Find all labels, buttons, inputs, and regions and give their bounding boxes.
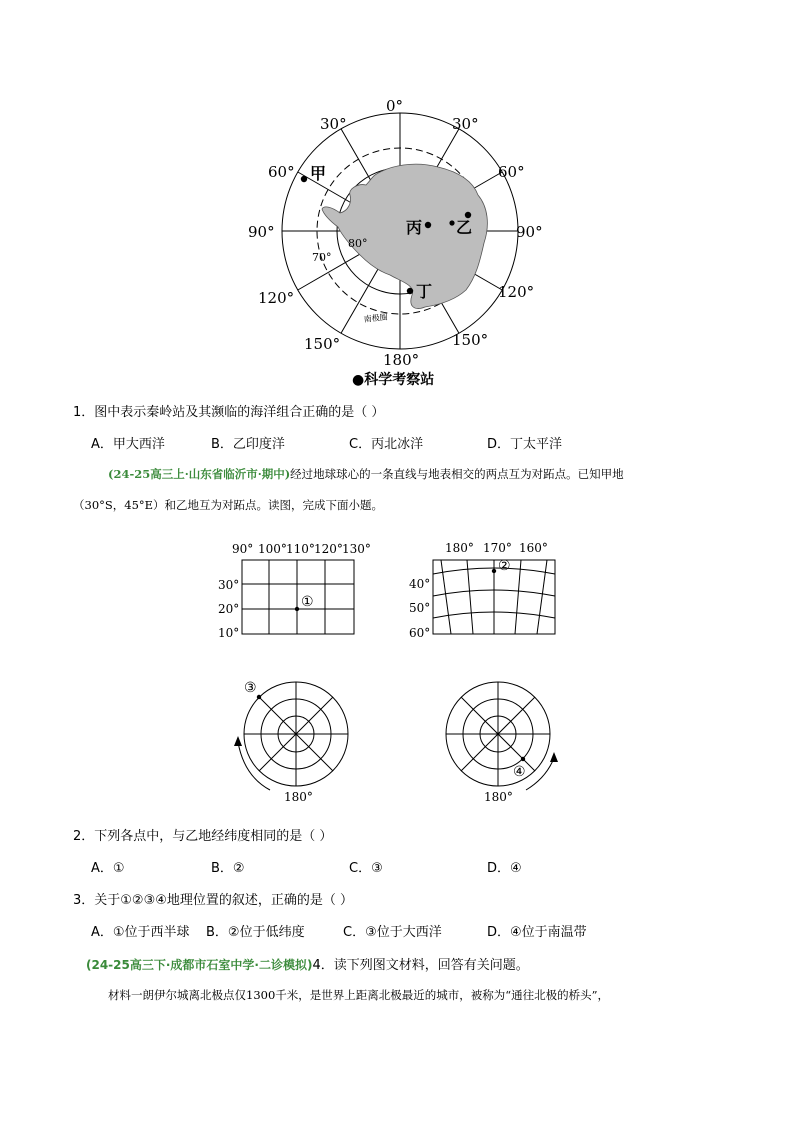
station-bing-label: 丙 — [406, 218, 423, 237]
polar-grid-3 — [226, 672, 366, 806]
intro-line-1 — [108, 466, 624, 482]
lon-label-120e: 120° — [498, 283, 535, 301]
polar4-rotation-arrow — [526, 758, 554, 790]
q1-option-c[interactable]: C．丙北冰洋 — [349, 437, 424, 452]
lon-label-60e: 60° — [498, 163, 525, 181]
grid1-point-dot — [295, 607, 299, 611]
q4-source: (24-25高三下·成都市石室中学·二诊模拟) — [86, 958, 313, 972]
station-jia-label: 甲 — [310, 164, 327, 183]
grid2-left-40: 40° — [409, 577, 431, 591]
question-2-stem: 2．下列各点中，与乙地经纬度相同的是（ ） — [73, 829, 333, 844]
station-ding-dot — [407, 288, 413, 294]
question-4-header — [86, 954, 529, 973]
station-yi-dot-2 — [449, 220, 454, 225]
polar3-point-label: ③ — [244, 680, 257, 696]
antarctica-polar-map — [240, 95, 560, 367]
lon-label-30w: 30° — [320, 115, 347, 133]
polar3-point-dot — [257, 695, 261, 699]
intro-line-2: （30°S，45°E）和乙地互为对跖点。读图，完成下面小题。 — [73, 498, 384, 512]
intro-text-1: 经过地球球心的一条直线与地表相交的两点互为对跖点。已知甲地 — [290, 467, 624, 481]
q1-option-a[interactable]: A．甲大西洋 — [91, 437, 165, 452]
grid2-top-180: 180° — [445, 541, 474, 555]
grid1-left-30: 30° — [218, 578, 240, 592]
grid2-left-60: 60° — [409, 626, 431, 640]
polar4-point-label: ④ — [513, 764, 526, 780]
meridian-line — [298, 249, 369, 290]
grid2-top-160: 160° — [519, 541, 548, 555]
q1-option-d[interactable]: D．丁太平洋 — [487, 437, 563, 452]
lon-label-60w: 60° — [268, 163, 295, 181]
q3-option-d[interactable]: D．④位于南温带 — [487, 925, 587, 940]
grid-map-1 — [214, 538, 380, 640]
lon-label-150w: 150° — [304, 335, 341, 353]
grid2-left-50: 50° — [409, 601, 431, 615]
q2-option-c[interactable]: C．③ — [349, 861, 383, 876]
intro-source: (24-25高三上·山东省临沂市·期中) — [108, 467, 291, 481]
question-1-stem: 1．图中表示秦岭站及其濒临的海洋组合正确的是（ ） — [73, 405, 385, 420]
lon-label-150e: 150° — [452, 331, 489, 349]
lon-label-90w: 90° — [248, 223, 275, 241]
station-yi-label: 乙 — [456, 218, 473, 237]
lon-label-0: 0° — [386, 97, 404, 115]
q2-option-b[interactable]: B．② — [211, 861, 245, 876]
grid1-top-100: 100° — [258, 542, 287, 556]
grid2-top-170: 170° — [483, 541, 512, 555]
figure1-caption: ●科学考察站 — [352, 372, 435, 388]
q1-option-b[interactable]: B．乙印度洋 — [211, 437, 285, 452]
grid1-top-120: 120° — [314, 542, 343, 556]
lon-label-120w: 120° — [258, 289, 295, 307]
grid1-left-20: 20° — [218, 602, 240, 616]
q3-option-a[interactable]: A．①位于西半球 — [91, 925, 190, 940]
grid1-top-130: 130° — [342, 542, 371, 556]
station-jia-dot — [301, 176, 307, 182]
q3-option-c[interactable]: C．③位于大西洋 — [343, 925, 442, 940]
q2-option-a[interactable]: A．① — [91, 861, 125, 876]
grid2-point-dot — [492, 569, 496, 573]
lon-label-180: 180° — [383, 351, 420, 367]
lat-label-70: 70° — [312, 251, 332, 264]
grid1-left-10: 10° — [218, 626, 240, 640]
lon-label-30e: 30° — [452, 115, 479, 133]
grid2-point-label: ② — [498, 558, 511, 574]
q4-stem: 4．读下列图文材料，回答有关问题。 — [312, 958, 529, 973]
polar-grid-4 — [428, 672, 568, 806]
polar3-rotation-arrow — [238, 742, 270, 790]
polar3-bottom-label: 180° — [284, 790, 313, 804]
station-ding-label: 丁 — [416, 282, 433, 301]
grid1-top-110: 110° — [286, 542, 315, 556]
lat-label-80: 80° — [348, 237, 368, 250]
antarctic-circle-label: 南极圈 — [363, 312, 389, 324]
q4-material-line: 材料一朗伊尔城离北极点仅1300千米，是世界上距离北极最近的城市，被称为“通往北极的桥头”， — [108, 988, 610, 1002]
station-bing-dot — [425, 222, 431, 228]
polar4-bottom-label: 180° — [484, 790, 513, 804]
question-3-stem: 3．关于①②③④地理位置的叙述，正确的是（ ） — [73, 893, 354, 908]
lon-label-90e: 90° — [516, 223, 543, 241]
grid1-top-90: 90° — [232, 542, 254, 556]
grid1-point-label: ① — [301, 594, 314, 610]
polar4-point-dot — [521, 757, 525, 761]
q2-option-d[interactable]: D．④ — [487, 861, 522, 876]
grid-map-2 — [407, 538, 559, 640]
q3-option-b[interactable]: B．②位于低纬度 — [206, 925, 305, 940]
